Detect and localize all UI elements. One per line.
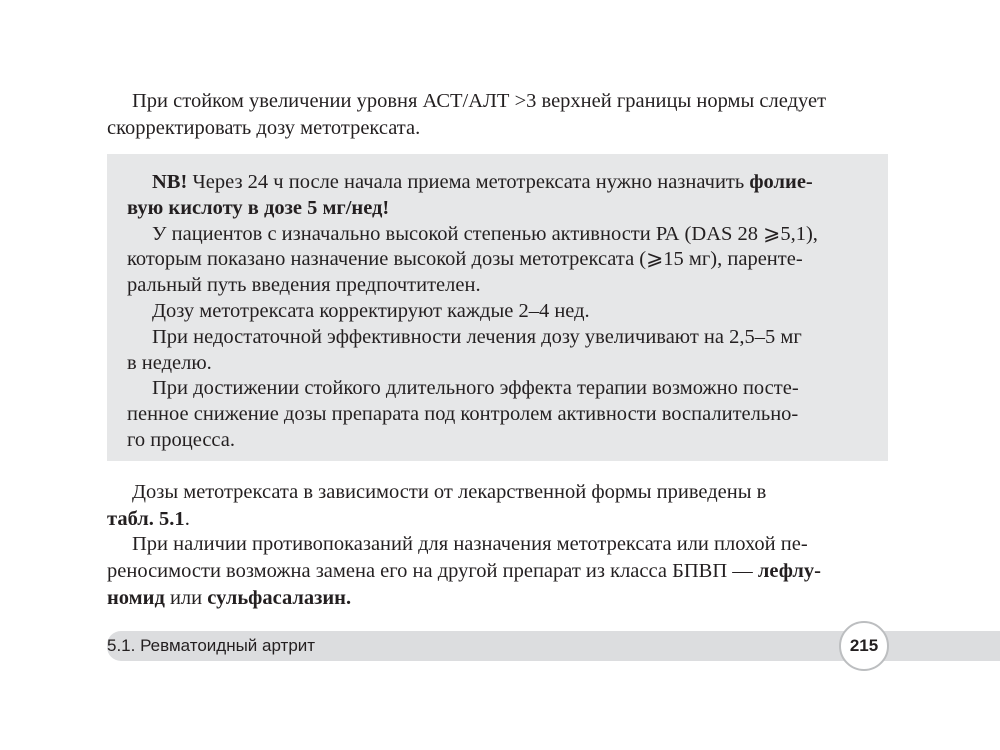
punctuation: .: [184, 508, 190, 530]
page-number: 215: [839, 621, 889, 671]
footer-section-label: 5.1. Ревматоидный артрит: [107, 636, 316, 655]
nb-label: NB!: [152, 171, 188, 193]
nb-line: в неделю.: [127, 351, 212, 374]
nb-line: У пациентов с изначально высокой степенью активности РА (DAS 28 ⩾5,1),: [152, 222, 818, 245]
nb-line: го процесса.: [127, 428, 235, 451]
nb-line: При достижении стойкого длительного эффекта терапии возможно посте-: [152, 377, 799, 400]
table-reference: табл. 5.1: [107, 508, 185, 530]
nb-line: При недостаточной эффективности лечения дозу увеличивают на 2,5–5 мг: [152, 325, 802, 348]
text-line: [107, 585, 888, 612]
text-line: Дозы метотрексата в зависимости от лекарственной формы приведены в: [132, 481, 767, 503]
paragraph-dosage-forms: [107, 479, 888, 533]
nb-line: ральный путь введения предпочтителен.: [127, 274, 481, 297]
nb-line: которым показано назначение высокой дозы метотрексата (⩾15 мг), паренте-: [127, 248, 803, 271]
text-line: При наличии противопоказаний для назначения метотрексата или плохой пе-: [132, 533, 808, 555]
nb-emphasis: фолие-: [749, 171, 813, 193]
text-line: скорректировать дозу метотрексата.: [107, 117, 421, 139]
nb-text: Через 24 ч после начала приема метотрексата нужно назначить: [187, 171, 750, 193]
text-line: [107, 558, 888, 585]
paragraph-ast-alt: [107, 88, 888, 142]
nb-callout-text: [127, 170, 868, 454]
text-line: При стойком увеличении уровня АСТ/АЛТ >3 верхней границы нормы следует: [132, 90, 827, 112]
drug-name: номид: [107, 587, 165, 609]
text-line: [107, 506, 888, 533]
paragraph-alternatives: [107, 531, 888, 612]
text-segment: реносимости возможна замена его на другой препарат из класса БПВП —: [107, 560, 758, 582]
nb-line: пенное снижение дозы препарата под контролем активности воспалительно-: [127, 403, 799, 426]
drug-name: сульфасалазин.: [207, 587, 352, 609]
nb-line: Дозу метотрексата корректируют каждые 2–4 нед.: [152, 299, 590, 322]
drug-name: лефлу-: [757, 560, 821, 582]
text-segment: или: [164, 587, 208, 609]
nb-line: [127, 196, 868, 222]
nb-emphasis: вую кислоту в дозе 5 мг/нед!: [127, 196, 390, 219]
nb-line: [127, 170, 868, 196]
